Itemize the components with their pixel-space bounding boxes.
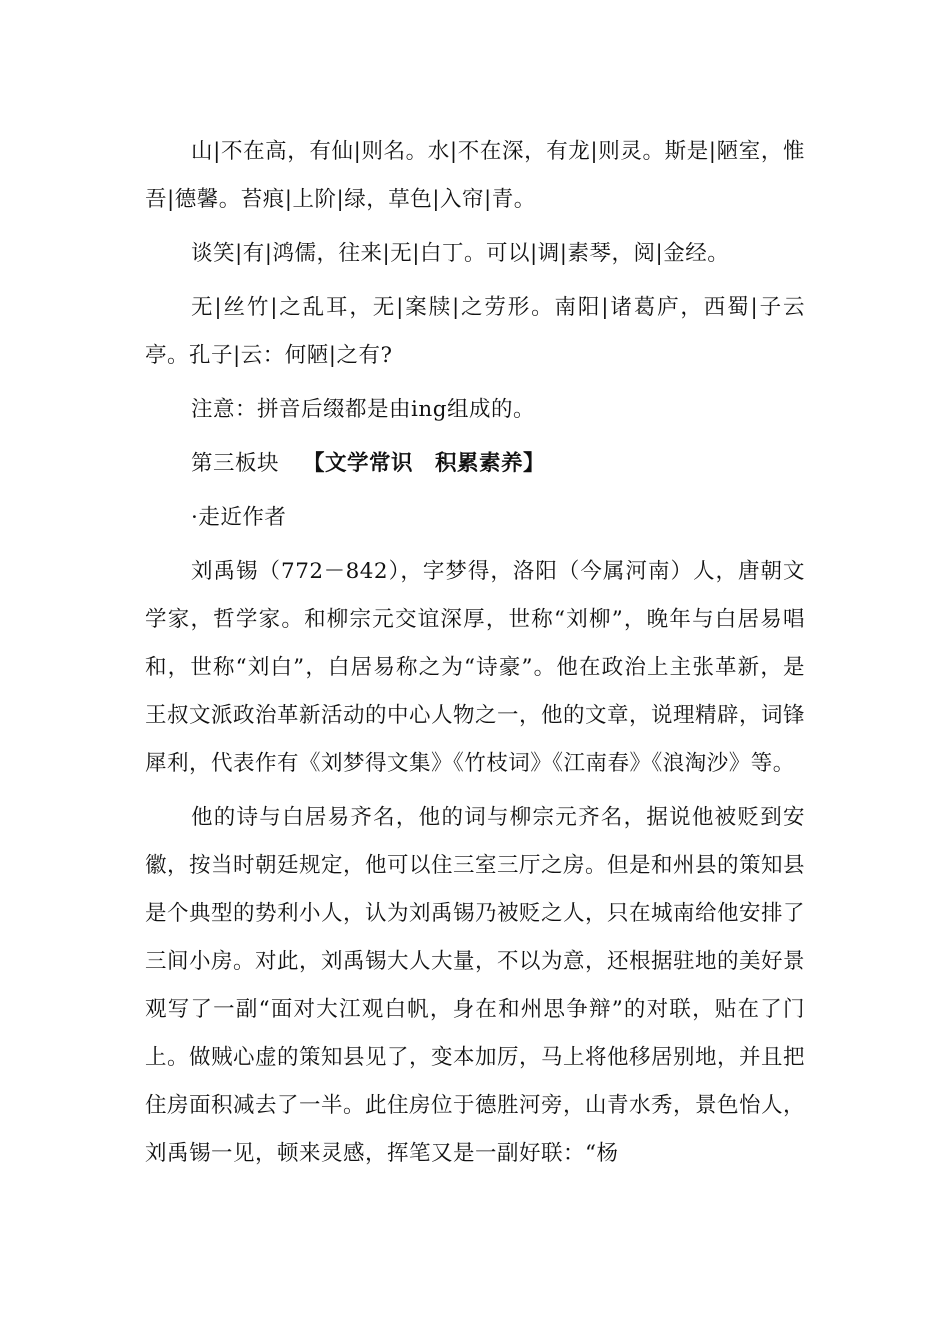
- author-intro-paragraph: 刘禹锡（772－842），字梦得，洛阳（今属河南）人，唐朝文学家，哲学家。和柳宗元交谊深厚，世称“刘柳”，晚年与白居易唱和，世称“刘白”，白居易称之为“诗豪”。他在政治上主张革新，是王叔文派政治革新活动的中心人物之一，他的文章，说理精辟，词锋犀利，代表作有《刘梦得文集》《竹枝词》《江南春》《浪淘沙》等。: [145, 559, 806, 776]
- poem-stanza-2: 谈笑|有|鸿儒，往来|无|白丁。可以|调|素琴，阅|金经。: [191, 241, 730, 266]
- section-title: 【文学常识 积累素养】: [303, 451, 546, 476]
- author-subheading: ·走近作者: [191, 505, 287, 530]
- author-story-paragraph: 他的诗与白居易齐名，他的词与柳宗元齐名，据说他被贬到安徽，按当时朝廷规定，他可以住三室三厅之房。但是和州县的策知县是个典型的势利小人，认为刘禹锡乃被贬之人，只在城南给他安排了三间小房。对此，刘禹锡大人大量，不以为意，还根据驻地的美好景观写了一副“面对大江观白帆，身在和州思争辩”的对联，贴在了门上。做贼心虚的策知县见了，变本加厉，马上将他移居别地，并且把住房面积减去了一半。此住房位于德胜河旁，山青水秀，景色怡人，刘禹锡一见，顿来灵感，挥笔又是一副好联：“杨: [145, 805, 806, 1166]
- pinyin-note: 注意：拼音后缀都是由ing组成的。: [191, 397, 535, 422]
- poem-stanza-1: 山|不在高，有仙|则名。水|不在深，有龙|则灵。斯是|陋室，惟吾|德馨。苔痕|上阶|绿，草色|入帘|青。: [145, 139, 805, 212]
- section-heading: [145, 440, 805, 488]
- poem-stanza-3: 无|丝竹|之乱耳，无|案牍|之劳形。南阳|诸葛庐，西蜀|子云亭。孔子|云：何陋|之有?: [145, 295, 805, 368]
- document-page: [145, 128, 805, 1178]
- section-label: 第三板块: [191, 451, 280, 476]
